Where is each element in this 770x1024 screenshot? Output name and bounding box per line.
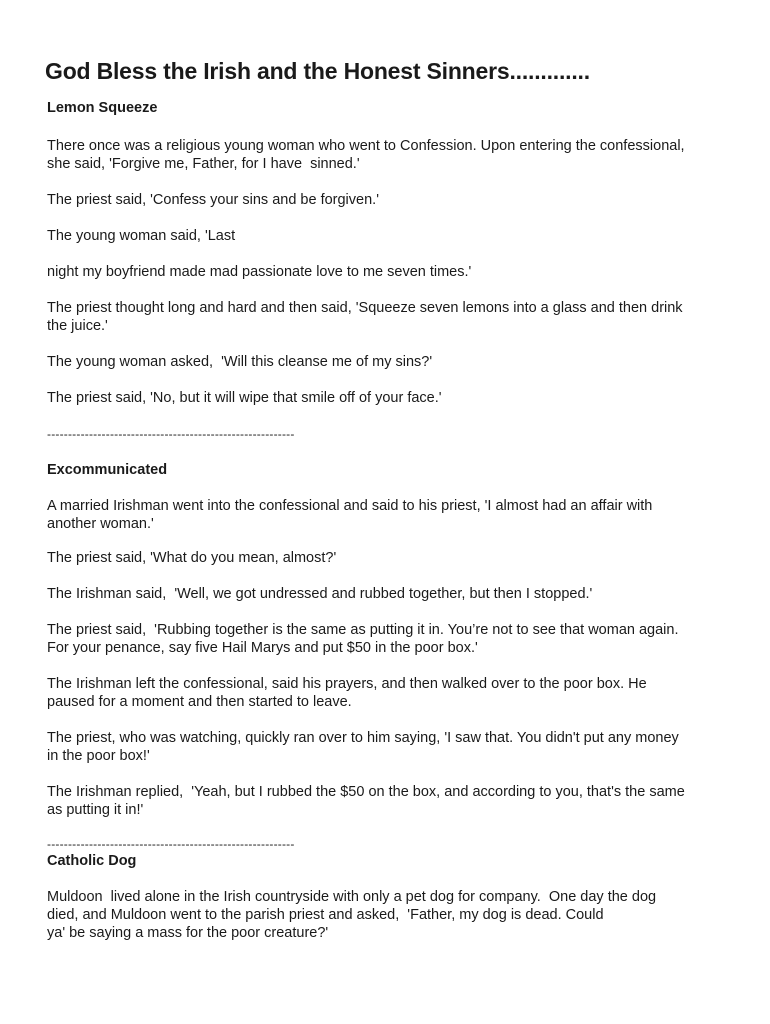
paragraph: night my boyfriend made mad passionate love to me seven times.'	[47, 264, 472, 280]
paragraph: The priest said, 'What do you mean, almost?'	[47, 550, 337, 566]
paragraph: The priest, who was watching, quickly ran over to him saying, 'I saw that. You didn't put any money in the poor box!'	[47, 730, 679, 764]
paragraph: The Irishman left the confessional, said his prayers, and then walked over to the poor box. He paused for a moment and then started to leave.	[47, 676, 647, 710]
paragraph: The priest thought long and hard and then said, 'Squeeze seven lemons into a glass and then drink the juice.'	[47, 300, 683, 334]
paragraph: The priest said, 'No, but it will wipe that smile off of your face.'	[47, 390, 442, 406]
section-divider: -----------------------------------------------------------	[47, 427, 295, 441]
paragraph: The priest said, 'Rubbing together is the same as putting it in. You’re not to see that woman again. For your penance, say five Hail Marys and put $50 in the poor box.'	[47, 622, 679, 656]
paragraph: The priest said, 'Confess your sins and be forgiven.'	[47, 192, 379, 208]
document-title: God Bless the Irish and the Honest Sinners.............	[45, 58, 590, 84]
paragraph: The Irishman said, 'Well, we got undressed and rubbed together, but then I stopped.'	[47, 586, 593, 602]
paragraph: Muldoon lived alone in the Irish countryside with only a pet dog for company. One day the dog died, and Muldoon went to the parish priest and asked, 'Father, my dog is dead. Could ya' be saying a mass for the poor creature?'	[47, 889, 657, 941]
paragraph: The young woman said, 'Last	[47, 228, 236, 244]
section-heading-excommunicated: Excommunicated	[47, 462, 168, 478]
paragraph: A married Irishman went into the confessional and said to his priest, 'I almost had an affair with another woman.'	[47, 498, 653, 532]
section-heading-catholic-dog: Catholic Dog	[47, 853, 137, 869]
paragraph: The Irishman replied, 'Yeah, but I rubbed the $50 on the box, and according to you, that's the same as putting it in!'	[47, 784, 685, 818]
paragraph: There once was a religious young woman who went to Confession. Upon entering the confessional, she said, 'Forgive me, Father, for I have sinned.'	[47, 138, 685, 172]
paragraph: The young woman asked, 'Will this cleanse me of my sins?'	[47, 354, 433, 370]
section-divider: -----------------------------------------------------------	[47, 837, 295, 851]
document-page	[47, 56, 727, 942]
section-heading-lemon-squeeze: Lemon Squeeze	[47, 100, 158, 116]
